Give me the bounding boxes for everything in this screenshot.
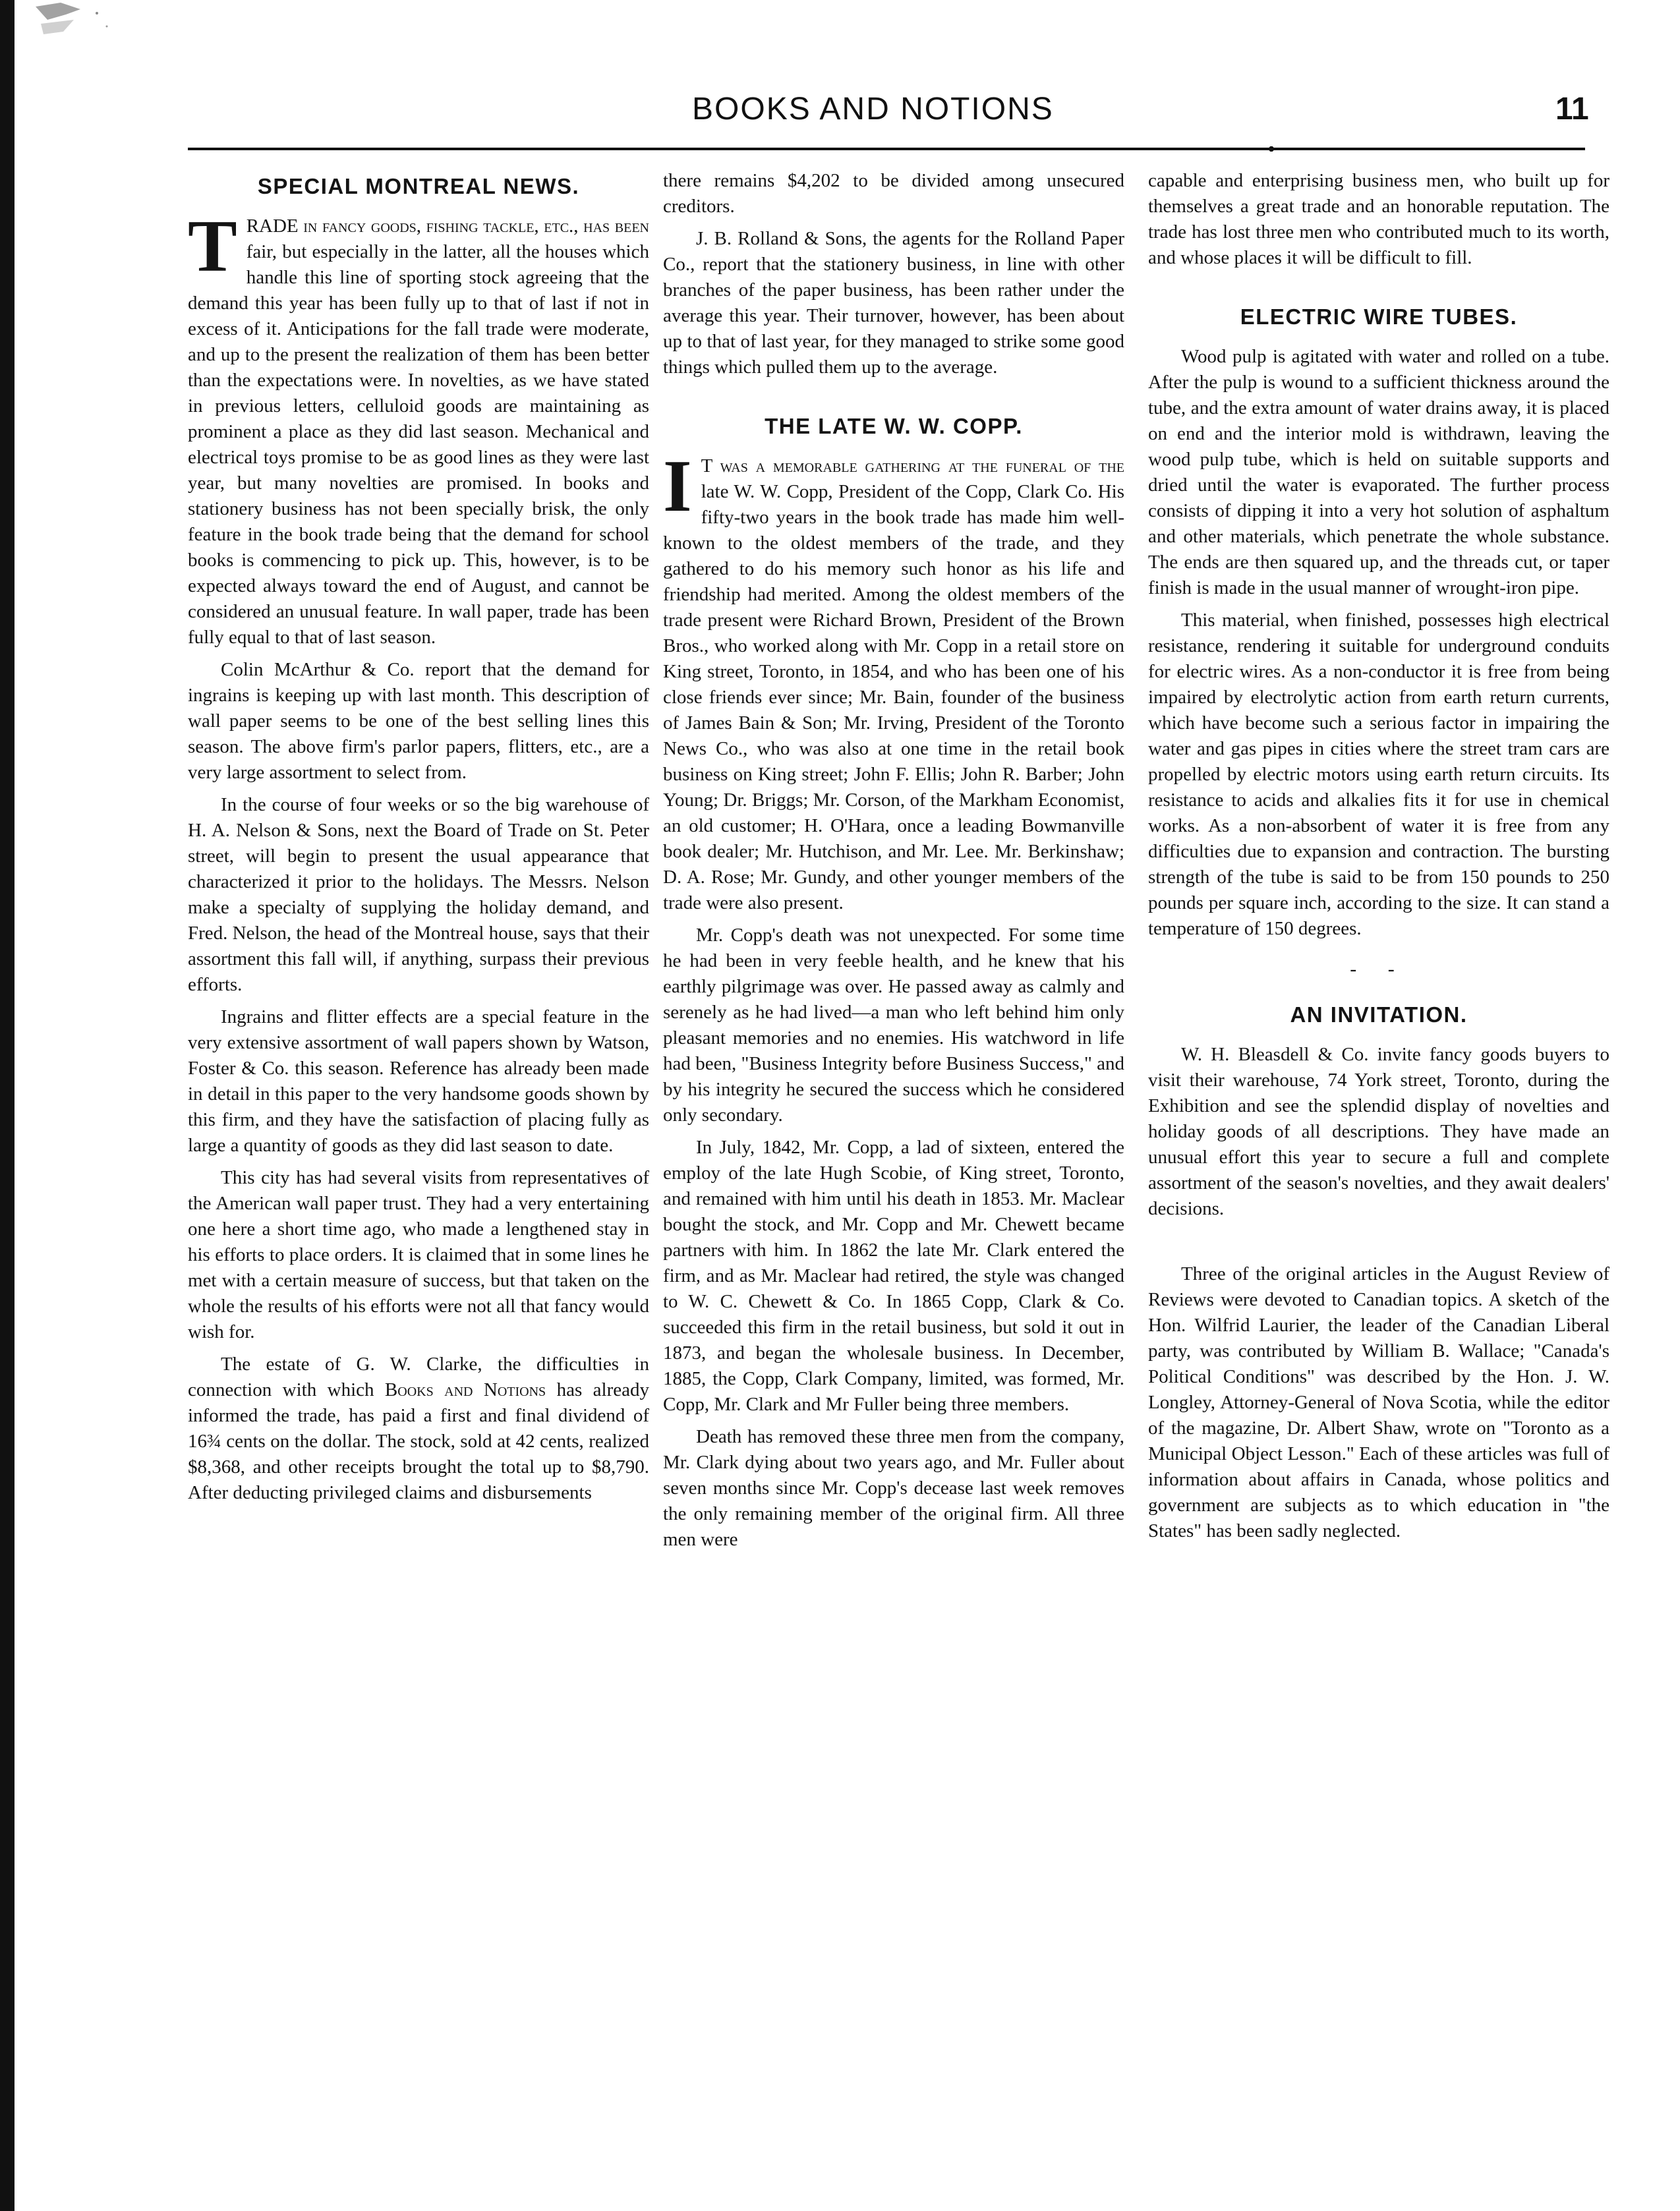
paragraph-text: The estate of G. W. Clarke, the difficulties in connection with which [188,1354,649,1400]
article-heading-electric-wire-tubes: ELECTRIC WIRE TUBES. [1240,304,1518,329]
publication-name: Books and Notions [384,1379,546,1400]
article-paragraph: In the course of four weeks or so the big warehouse of H. A. Nelson & Sons, next the Board of Trade on St. Peter street, will begin to present the usual appearance that characterized it prior to the holidays. The Messrs. Nelson make a specialty of supplying the holiday demand, and Fred. Nelson, the head of the Montreal house, says that their assortment this fall will, if anything, surpass their previous efforts. [188,794,649,995]
article-paragraph [188,1352,649,1506]
column-middle [663,168,1124,1559]
article-paragraph: Three of the original articles in the August Review of Reviews were devoted to Canadian topics. A sketch of the Hon. Wilfrid Laurier, the leader of the Canadian Liberal party, was contributed by William B. Wallace; "Canada's Political Conditions" was described by the Hon. J. W. Longley, Attorney-General of Nova Scotia, while the editor of the magazine, Dr. Albert Shaw, wrote on "Toronto as a Municipal Object Lesson." Each of these articles was full of information about affairs in Canada, whose politics and government are subjects as to which education in "the States" has been sadly neglected. [1148,1263,1609,1541]
paragraph-text: RADE in fancy goods, fishing tackle, etc., has been fair, but especially in the latter, all the houses which handle this line of sporting stock agreeing that the demand this year has been fully up to that of last if not in excess of it. Anticipations for the fall trade were moderate, and up to the present the realization of them has been better than the expectations were. In novelties, as we have stated in previous letters, celluloid goods are maintaining as prominent a place as they did last season. Mechanical and electrical toys promise to be as good lines as they were last year, but many novelties are promised. In books and stationery business has not been specially brisk, the only feature in the book trade being that the demand for school books is commencing to pick up. This, however, is to be expected always toward the end of August, and cannot be considered an unusual feature. In wall paper, trade has been fully equal to that of last season. [188,215,649,648]
page-number: 11 [1555,92,1589,127]
paragraph-text: has already informed the trade, has paid a first and final dividend of 16¾ cents on the dollar. The stock, sold at 42 cents, realized $8,368, and other receipts brought the total up to $8,790. After deducting privileged claims and disbursements [188,1379,649,1503]
article-paragraph: J. B. Rolland & Sons, the agents for the Rolland Paper Co., report that the stationery business, in line with other branches of the paper business, has been rather under the average this year. Their turnover, however, has been about up to that of last year, for they managed to strike some good things which pulled them up to the average. [663,228,1124,378]
corner-smudge [34,0,120,59]
article-heading-late-w-w-copp: THE LATE W. W. COPP. [765,414,1023,438]
article-paragraph: Mr. Copp's death was not unexpected. For some time he had been in very feeble health, and he knew that his earthly pilgrimage was over. He passed away as calmly and serenely as he had lived—a man who left behind him only pleasant memories and no enemies. His watchword in life had been, "Business Integrity before Business Success," and by his integrity he secured the success which he considered only secondary. [663,925,1124,1126]
article-paragraph: Wood pulp is agitated with water and rolled on a tube. After the pulp is wound to a sufficient thickness around the tube, and the extra amount of water drains away, it is placed on end and the interior mold is withdrawn, leaving the wood pulp tube, which is held on suitable supports and dried until the water is evaporated. The further process consists of dipping it into a very hot solution of asphaltum and other materials, which penetrate the whole substance. The ends are then squared up, and the threads cut, or taper finish is made in the usual manner of wrought-iron pipe. [1148,346,1609,598]
article-heading-an-invitation: AN INVITATION. [1290,1002,1468,1027]
article-paragraph [663,445,1124,916]
article-paragraph: This city has had several visits from representatives of the American wall paper trust. They had a very entertaining one here a short time ago, who made a lengthened stay in his efforts to place orders. It is claimed that in some lines he met with a certain measure of success, but that taken on the whole the results of his efforts were not all that fancy would wish for. [188,1167,649,1342]
header-rule [188,146,1585,152]
paragraph-text: T was a memorable gathering at the funeral of the late W. W. Copp, President of the Copp, Clark Co. His fifty-two years in the book trade has made him well-known to the oldest members of the trade, and they gathered to do his memory such honor as his life and friendship had merited. Among the oldest members of the trade present were Richard Brown, President of the Brown Bros., who worked along with Mr. Copp in a retail store on King street, Toronto, in 1854, and who has been one of his close friends ever since; Mr. Bain, founder of the business of James Bain & Son; Mr. Irving, President of the Toronto News Co., who was also at one time in the retail book business on King street; John F. Ellis; John R. Barber; John Young; Dr. Briggs; Mr. Corson, of the Markham Economist, an old customer; H. O'Hara, once a leading Bowmanville book dealer; Mr. Hutchison, and Mr. Lee. Mr. Berkinshaw; D. A. Rose; Mr. Gundy, and other younger members of the trade were also present. [663,455,1124,913]
article-paragraph [188,206,649,650]
section-separator: - - [1350,958,1408,980]
running-title: BOOKS AND NOTIONS [692,92,1054,127]
article-paragraph: In July, 1842, Mr. Copp, a lad of sixteen, entered the employ of the late Hugh Scobie, of King street, Toronto, and remained with him until his death in 1853. Mr. Maclear bought the stock, and Mr. Copp and Mr. Chewett became partners with him. In 1862 the late Mr. Clark entered the firm, and as Mr. Maclear had retired, the style was changed to W. C. Chewett & Co. In 1865 Copp, Clark & Co. succeeded this firm in the retail business, but sold it out in 1873, and began the wholesale business. In December, 1885, the Copp, Clark Company, limited, was formed, Mr. Copp, Mr. Clark and Mr Fuller being three members. [663,1137,1124,1415]
page-binding-edge [0,0,14,2211]
article-paragraph: Colin McArthur & Co. report that the demand for ingrains is keeping up with last month. This description of wall paper seems to be one of the best selling lines this season. The above firm's parlor papers, flitters, etc., are a very large assortment to select from. [188,659,649,783]
drop-cap: T [188,206,237,287]
column-right [1148,168,1609,1551]
article-paragraph: This material, when finished, possesses high electrical resistance, rendering it suitable for underground conduits for electric wires. As a non-conductor it is free from being impaired by electrolytic action from earth return currents, which have become such a serious factor in impairing the water and gas pipes in cities where the street tram cars are propelled by electric motors using earth return circuits. Its resistance to acids and alkalies fits it for use in chemical works. As a non-absorbent of water it is free from any difficulties due to expansion and contraction. The bursting strength of the tube is said to be from 150 pounds to 250 pounds per square inch, according to the size. It can stand a temperature of 150 degrees. [1148,610,1609,939]
article-heading-special-montreal-news: SPECIAL MONTREAL NEWS. [257,174,580,198]
article-paragraph: Death has removed these three men from the company, Mr. Clark dying about two years ago, and Mr. Fuller about seven months since Mr. Copp's decease last week removes the only remaining member of the original firm. All three men were [663,1426,1124,1550]
column-left [188,168,649,1512]
article-paragraph: W. H. Bleasdell & Co. invite fancy goods buyers to visit their warehouse, 74 York street, Toronto, during the Exhibition and see the splendid display of novelties and holiday goods of all descriptions. They have made an unusual effort this year to secure a full and complete assortment of the season's novelties, and they await dealers' decisions. [1148,1044,1609,1219]
drop-cap: I [663,445,692,527]
article-paragraph: Ingrains and flitter effects are a special feature in the very extensive assortment of wall papers shown by Watson, Foster & Co. this season. Reference has already been made in detail in this paper to the very handsome goods shown by this firm, and they have the satisfaction of placing fully as large a quantity of goods as they did last season to date. [188,1006,649,1156]
article-paragraph: there remains $4,202 to be divided among unsecured creditors. [663,170,1124,217]
article-paragraph: capable and enterprising business men, who built up for themselves a great trade and an honorable reputation. The trade has lost three men who contributed much to its worth, and whose places it will be difficult to fill. [1148,170,1609,268]
